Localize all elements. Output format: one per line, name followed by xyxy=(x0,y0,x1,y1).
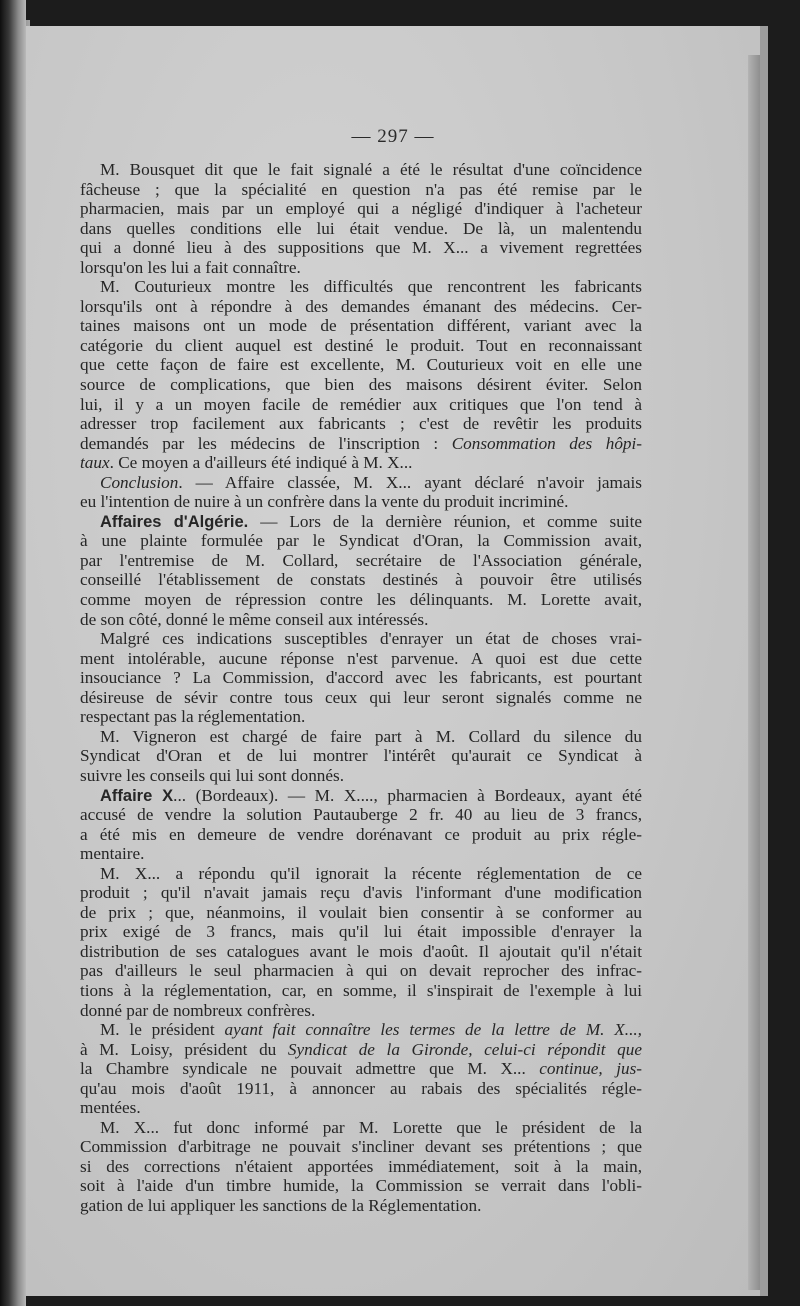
text-line xyxy=(80,375,642,395)
text-line xyxy=(80,1118,642,1138)
text-segment: de prix ; que, néanmoins, il voulait bien consentir à se conformer au xyxy=(80,902,642,922)
book-page xyxy=(26,26,768,1296)
text-line xyxy=(80,1196,642,1216)
text-line xyxy=(80,1137,642,1157)
text-line xyxy=(80,492,642,512)
text-segment: mentaire. xyxy=(80,844,145,864)
text-line xyxy=(80,610,642,630)
text-segment: taines maisons ont un mode de présentation différent, variant avec la xyxy=(80,316,642,336)
text-segment: insouciance ? La Commission, d'accord avec les fabricants, est pourtant xyxy=(80,668,642,688)
text-line xyxy=(80,883,642,903)
text-segment: M. Bousquet dit que le fait signalé a été le résultat d'une coïncidence xyxy=(100,160,642,179)
text-segment: Commission d'arbitrage ne pouvait s'incliner devant ses prétentions ; que xyxy=(80,1137,642,1157)
text-segment: Syndicat d'Oran et de lui montrer l'intérêt qu'aurait ce Syndicat à xyxy=(80,746,642,766)
text-segment: suivre les conseils qui lui sont donnés. xyxy=(80,765,344,785)
text-line xyxy=(80,160,642,180)
text-line xyxy=(80,570,642,590)
text-line xyxy=(80,238,642,258)
section-heading: Affaires d'Algérie. xyxy=(100,512,249,531)
italic-text: Syndicat de la Gironde, celui-ci répondit que xyxy=(287,1039,642,1059)
text-segment: M. X... fut donc informé par M. Lorette que le président de la xyxy=(100,1117,642,1137)
text-segment: adresser trop facilement aux fabricants ; c'est de revêtir les produits xyxy=(80,414,642,434)
text-line xyxy=(80,668,642,688)
text-line xyxy=(80,531,642,551)
text-segment: qu'au mois d'août 1911, à annoncer au rabais des spécialités régle- xyxy=(80,1078,642,1098)
text-segment: accusé de vendre la solution Pautauberge 2 fr. 40 au lieu de 3 francs, xyxy=(80,805,642,825)
page-stack-edge xyxy=(748,55,760,1290)
text-line xyxy=(80,746,642,766)
text-segment: lorsqu'on les lui a fait connaître. xyxy=(80,257,301,277)
text-segment: — Lors de la dernière réunion, et comme suite xyxy=(248,511,642,531)
text-segment: si des corrections n'étaient apportées immédiatement, soit à la main, xyxy=(80,1156,642,1176)
text-line xyxy=(80,414,642,434)
page-body-text xyxy=(80,160,642,1216)
text-segment: dans quelles conditions elle lui était vendue. De là, un malentendu xyxy=(80,218,642,238)
text-line xyxy=(80,336,642,356)
text-line xyxy=(80,551,642,571)
section-heading: Affaire X xyxy=(100,786,174,805)
text-line xyxy=(80,473,642,493)
page-number: — 297 — xyxy=(351,126,435,147)
text-segment: à M. Loisy, président du xyxy=(80,1039,288,1059)
text-segment: à une plainte formulée par le Syndicat d'Oran, la Commission avait, xyxy=(80,531,642,551)
text-segment: prix exigé de 3 francs, mais qu'il lui était impossible d'enrayer la xyxy=(80,922,642,942)
text-segment: M. le président xyxy=(100,1020,225,1040)
text-line xyxy=(80,688,642,708)
italic-text: Conclusion xyxy=(100,472,179,492)
text-segment: de son côté, donné le même conseil aux intéressés. xyxy=(80,609,429,629)
text-segment: eu l'intention de nuire à un confrère dans la vente du produit incriminé. xyxy=(80,492,569,512)
text-segment: M. X... a répondu qu'il ignorait la récente réglementation de ce xyxy=(100,863,642,883)
text-line xyxy=(80,1059,642,1079)
text-segment: que cette façon de faire est excellente, M. Couturieux voit en elle une xyxy=(80,355,642,375)
text-segment: par l'entremise de M. Collard, secrétaire de l'Association générale, xyxy=(80,550,642,570)
text-segment: distribution de ses catalogues avant le mois d'août. Il ajoutait qu'il n'était xyxy=(80,941,642,961)
text-segment: qui a donné lieu à des suppositions que M. X... a vivement regrettées xyxy=(80,238,642,258)
text-segment: tions à la réglementation, car, en somme, il s'inspirait de l'exemple à lui xyxy=(80,980,642,1000)
text-line xyxy=(80,649,642,669)
text-line xyxy=(80,629,642,649)
text-segment: catégorie du client auquel est destiné le produit. Tout en reconnaissant xyxy=(80,335,642,355)
text-line xyxy=(80,1001,642,1021)
text-line xyxy=(80,864,642,884)
text-segment: désireuse de sévir contre tous ceux qui leur seront signalés comme ne xyxy=(80,687,642,707)
text-segment: a été mis en demeure de vendre dorénavant ce produit au prix régle- xyxy=(80,824,642,844)
text-line xyxy=(80,180,642,200)
text-segment: mentées. xyxy=(80,1098,141,1118)
text-segment: produit ; qu'il n'avait jamais reçu d'avis l'informant d'une modification xyxy=(80,883,642,903)
text-segment: soit à l'aide d'un timbre humide, la Commission se verrait dans l'obli- xyxy=(80,1176,642,1196)
text-line xyxy=(80,355,642,375)
text-segment: gation de lui appliquer les sanctions de la Réglementation. xyxy=(80,1195,482,1215)
text-line xyxy=(80,844,642,864)
italic-text: Consommation des hôpi- xyxy=(451,433,643,453)
text-line xyxy=(80,297,642,317)
text-line xyxy=(80,727,642,747)
text-segment: la Chambre syndicale ne pouvait admettre que M. X... xyxy=(80,1059,540,1079)
text-segment: fâcheuse ; que la spécialité en question n'a pas été remise par le xyxy=(80,179,642,199)
text-line xyxy=(80,981,642,1001)
text-line xyxy=(80,512,642,532)
text-line xyxy=(80,1098,642,1118)
text-segment: demandés par les médecins de l'inscription : xyxy=(80,433,452,453)
text-segment: respectant pas la réglementation. xyxy=(80,707,306,727)
text-line xyxy=(80,395,642,415)
text-segment: . — Affaire classée, M. X... ayant déclaré n'avoir jamais xyxy=(178,472,642,492)
text-line xyxy=(80,1176,642,1196)
text-segment: ... (Bordeaux). — M. X...., pharmacien à Bordeaux, ayant été xyxy=(173,785,642,805)
text-line xyxy=(80,825,642,845)
text-segment: donné par de nombreux confrères. xyxy=(80,1000,316,1020)
text-segment: source de complications, que bien des maisons désirent éviter. Selon xyxy=(80,375,642,395)
text-line xyxy=(80,453,642,473)
text-segment: pharmacien, mais par un employé qui a négligé d'indiquer à l'acheteur xyxy=(80,199,642,219)
text-line xyxy=(80,434,642,454)
text-segment: comme moyen de répression contre les délinquants. M. Lorette avait, xyxy=(80,590,642,610)
text-line xyxy=(80,590,642,610)
text-segment: pas d'ailleurs le seul pharmacien à qui on devait reprocher des infrac- xyxy=(80,961,642,981)
text-line xyxy=(80,277,642,297)
book-binding-shadow xyxy=(0,0,26,1306)
text-line xyxy=(80,707,642,727)
italic-text: continue, jus- xyxy=(539,1059,642,1079)
text-line xyxy=(80,786,642,806)
text-line xyxy=(80,219,642,239)
text-line xyxy=(80,1079,642,1099)
text-segment: M. Couturieux montre les difficultés que rencontrent les fabricants xyxy=(100,277,642,297)
text-segment: lorsqu'ils ont à répondre à des demandes émanant des médecins. Cer- xyxy=(80,296,642,316)
text-segment: conseillé l'établissement de constats destinés à pouvoir être utilisés xyxy=(80,570,642,590)
italic-text: ayant fait connaître les termes de la lettre de M. X..., xyxy=(224,1020,642,1040)
text-line xyxy=(80,766,642,786)
text-line xyxy=(80,922,642,942)
text-line xyxy=(80,258,642,278)
text-segment: lui, il y a un moyen facile de remédier aux critiques que l'on tend à xyxy=(80,394,642,414)
italic-text: taux xyxy=(80,453,110,473)
text-line xyxy=(80,199,642,219)
text-line xyxy=(80,1020,642,1040)
text-line xyxy=(80,316,642,336)
text-segment: M. Vigneron est chargé de faire part à M. Collard du silence du xyxy=(100,726,642,746)
text-line xyxy=(80,942,642,962)
text-line xyxy=(80,903,642,923)
text-line xyxy=(80,1157,642,1177)
text-line xyxy=(80,961,642,981)
text-segment: ment intolérable, aucune réponse n'est parvenue. A quoi est due cette xyxy=(80,648,642,668)
text-line xyxy=(80,805,642,825)
text-segment: Malgré ces indications susceptibles d'enrayer un état de choses vrai- xyxy=(100,629,642,649)
text-line xyxy=(80,1040,642,1060)
text-segment: . Ce moyen a d'ailleurs été indiqué à M. X... xyxy=(109,453,413,473)
